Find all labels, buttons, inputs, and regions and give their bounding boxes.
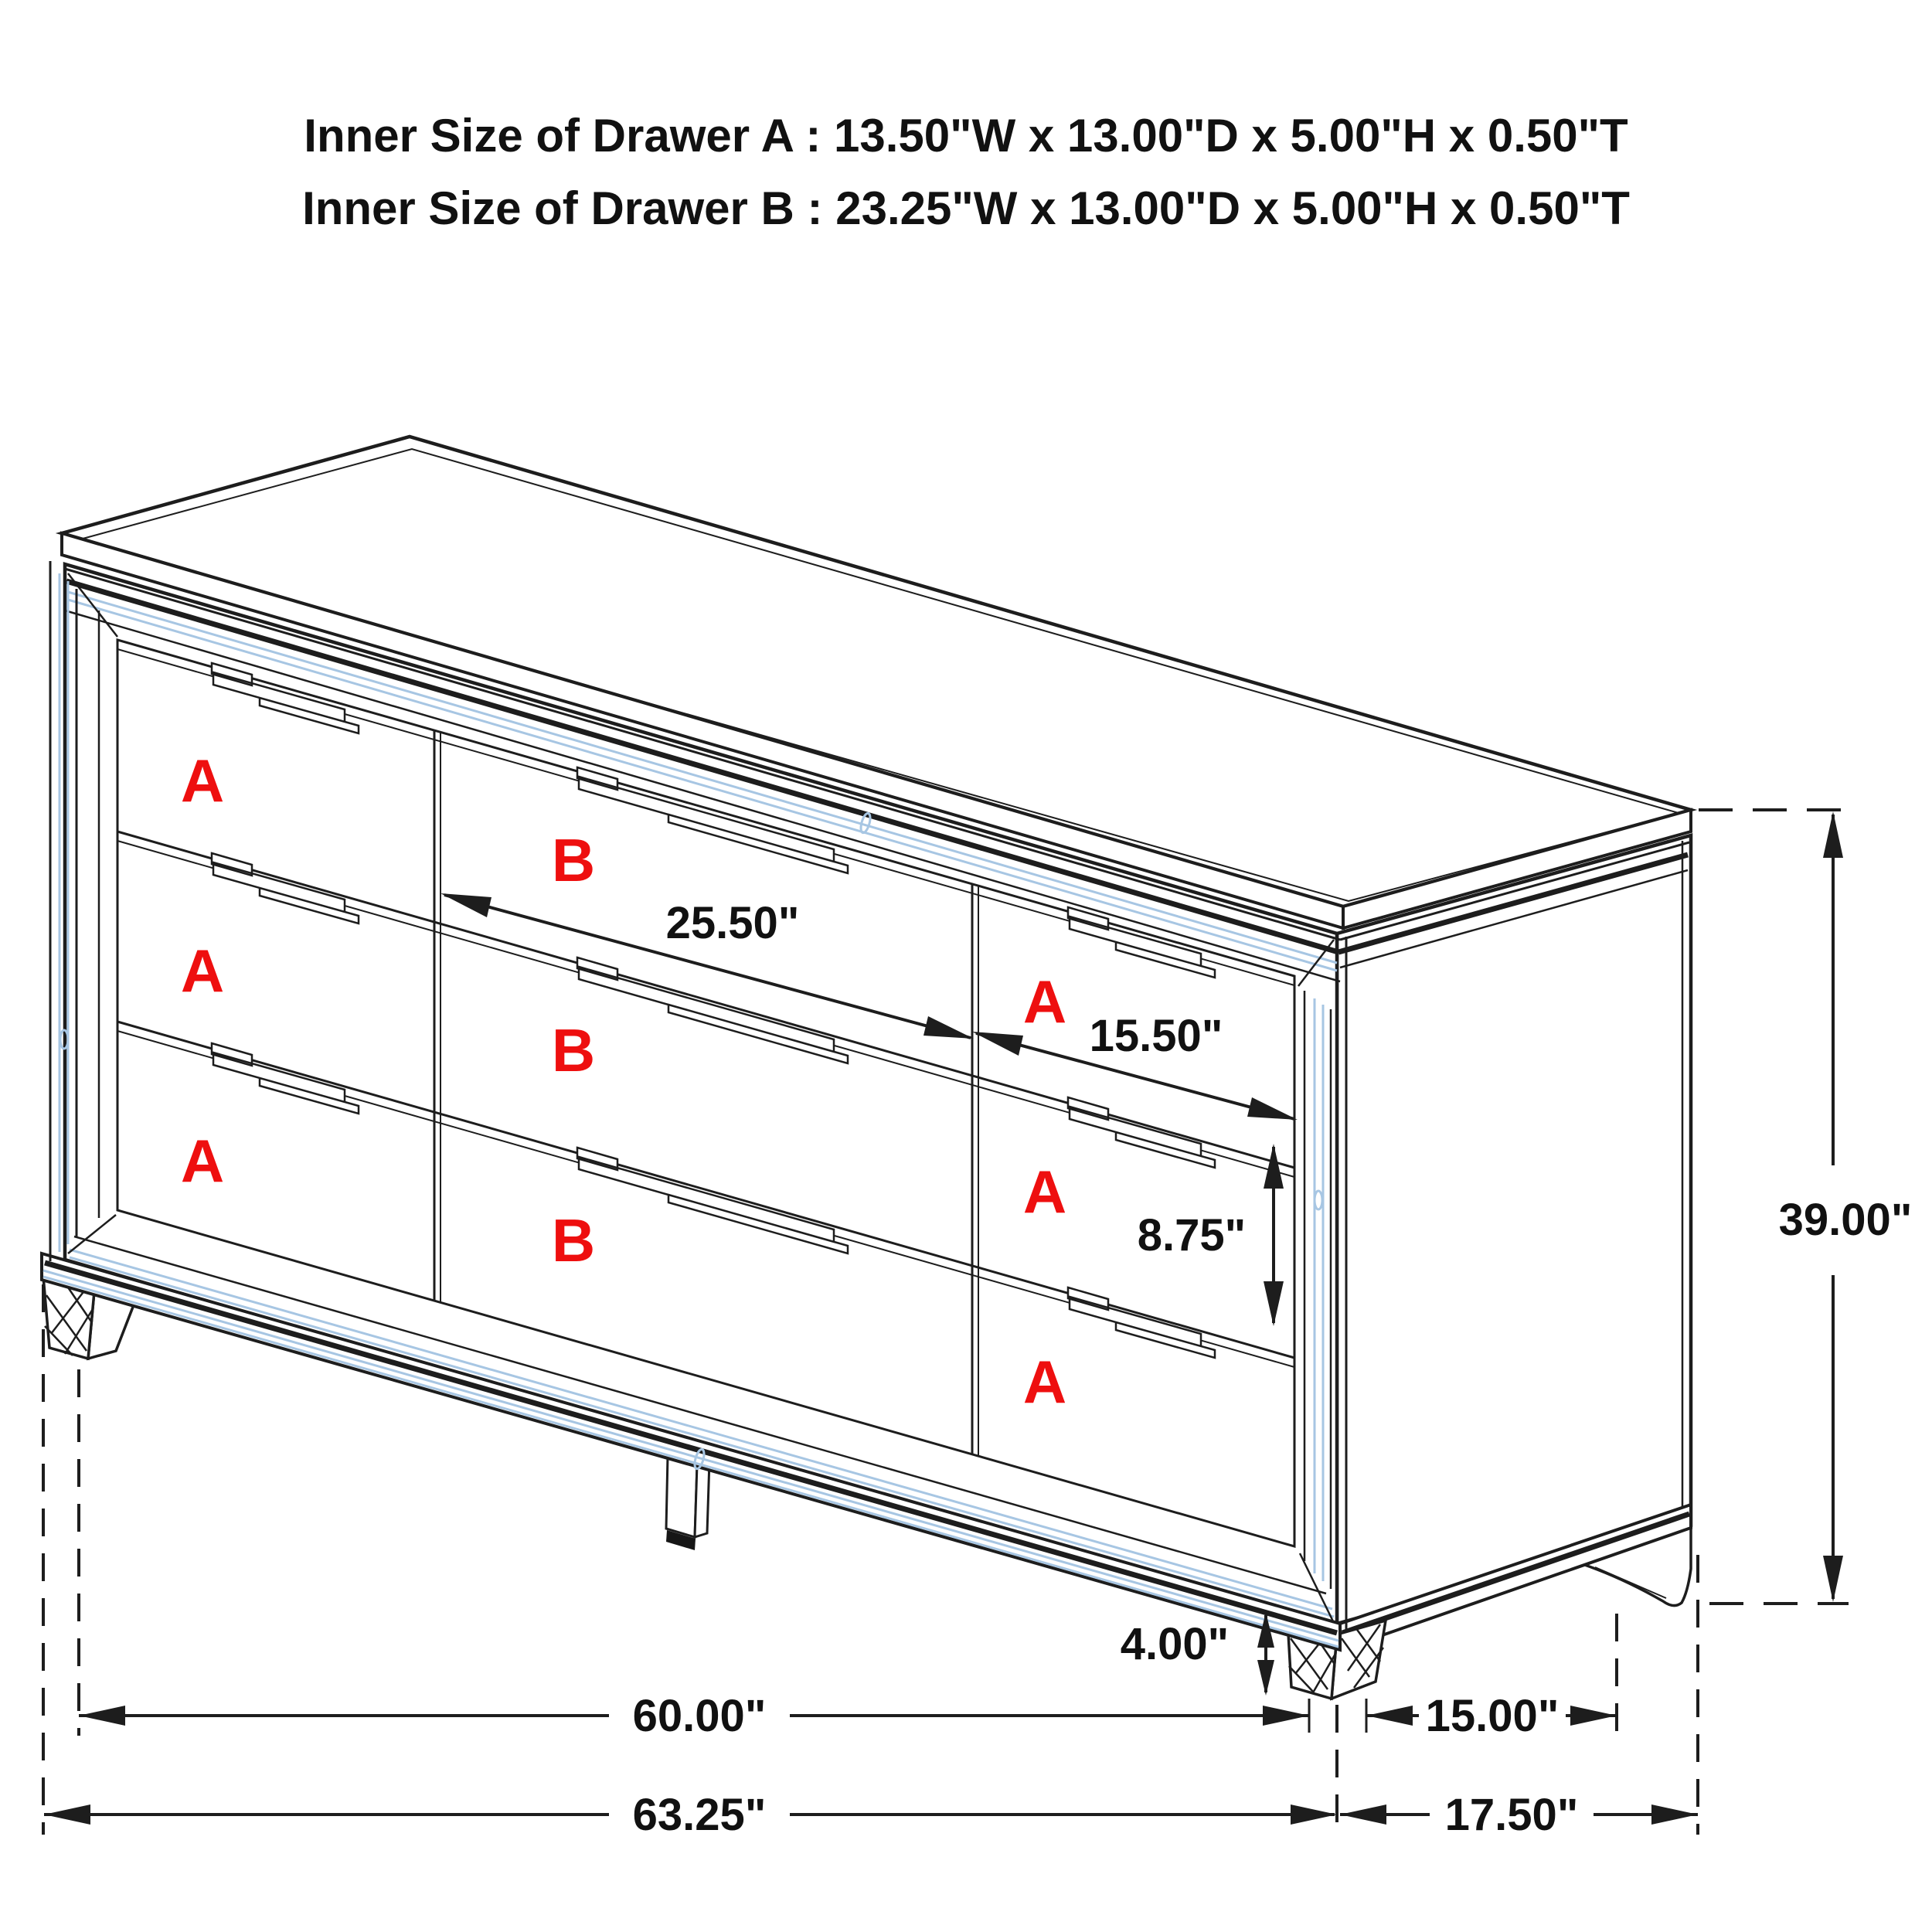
dim-8-75-label: 8.75" [1137,1210,1247,1260]
dim-4-arrow-down [1257,1660,1274,1696]
dimension-leg-spacing [1366,1691,1617,1741]
label-drawer-left-top: A [180,747,225,815]
label-drawer-center-middle: B [551,1016,596,1084]
dresser-drawing [42,437,1691,1699]
label-drawer-right-middle: A [1022,1158,1067,1226]
dim-17-arrow-right [1651,1804,1698,1825]
dim-15-arrow-left [1366,1706,1413,1726]
dim-63-arrow-left [44,1804,90,1825]
dimension-overall-width [44,1790,1337,1840]
dim-15-arrow-right [1570,1706,1617,1726]
dim-15-50-label: 15.50" [1089,1011,1223,1061]
dim-60-label: 60.00" [632,1691,767,1741]
title-line-2: Inner Size of Drawer B : 23.25"W x 13.00"D x 5.00"H x 0.50"T [302,182,1630,234]
dim-4-label: 4.00" [1120,1619,1230,1669]
middle-leg [666,1456,709,1550]
dim-17-arrow-left [1340,1804,1386,1825]
dim-60-arrow-right [1263,1706,1309,1726]
dim-63-label: 63.25" [632,1790,767,1840]
title-block [302,110,1630,234]
label-drawer-left-bottom: A [180,1127,225,1195]
dimension-case-width [79,1691,1309,1741]
label-drawer-center-bottom: B [551,1206,596,1274]
label-drawer-left-middle: A [180,937,225,1005]
dim-17-label: 17.50" [1444,1790,1579,1840]
dim-15-label: 15.00" [1425,1691,1560,1741]
dim-60-arrow-left [79,1706,125,1726]
label-drawer-right-top: A [1022,968,1067,1036]
middle-leg-front [666,1456,697,1537]
title-line-1: Inner Size of Drawer A : 13.50"W x 13.00"D x 5.00"H x 0.50"T [304,110,1628,162]
dimension-overall-depth [1340,1790,1698,1840]
dim-39-label: 39.00" [1778,1195,1913,1245]
dimension-overall-height [1699,810,1912,1604]
middle-leg-side [695,1461,709,1537]
label-drawer-center-top: B [551,826,596,894]
label-drawer-right-bottom: A [1022,1348,1067,1416]
dim-63-arrow-right [1291,1804,1337,1825]
dim-39-arrow-up [1823,811,1843,858]
dim-39-arrow-down [1823,1556,1843,1602]
dim-25-50-label: 25.50" [665,898,800,948]
